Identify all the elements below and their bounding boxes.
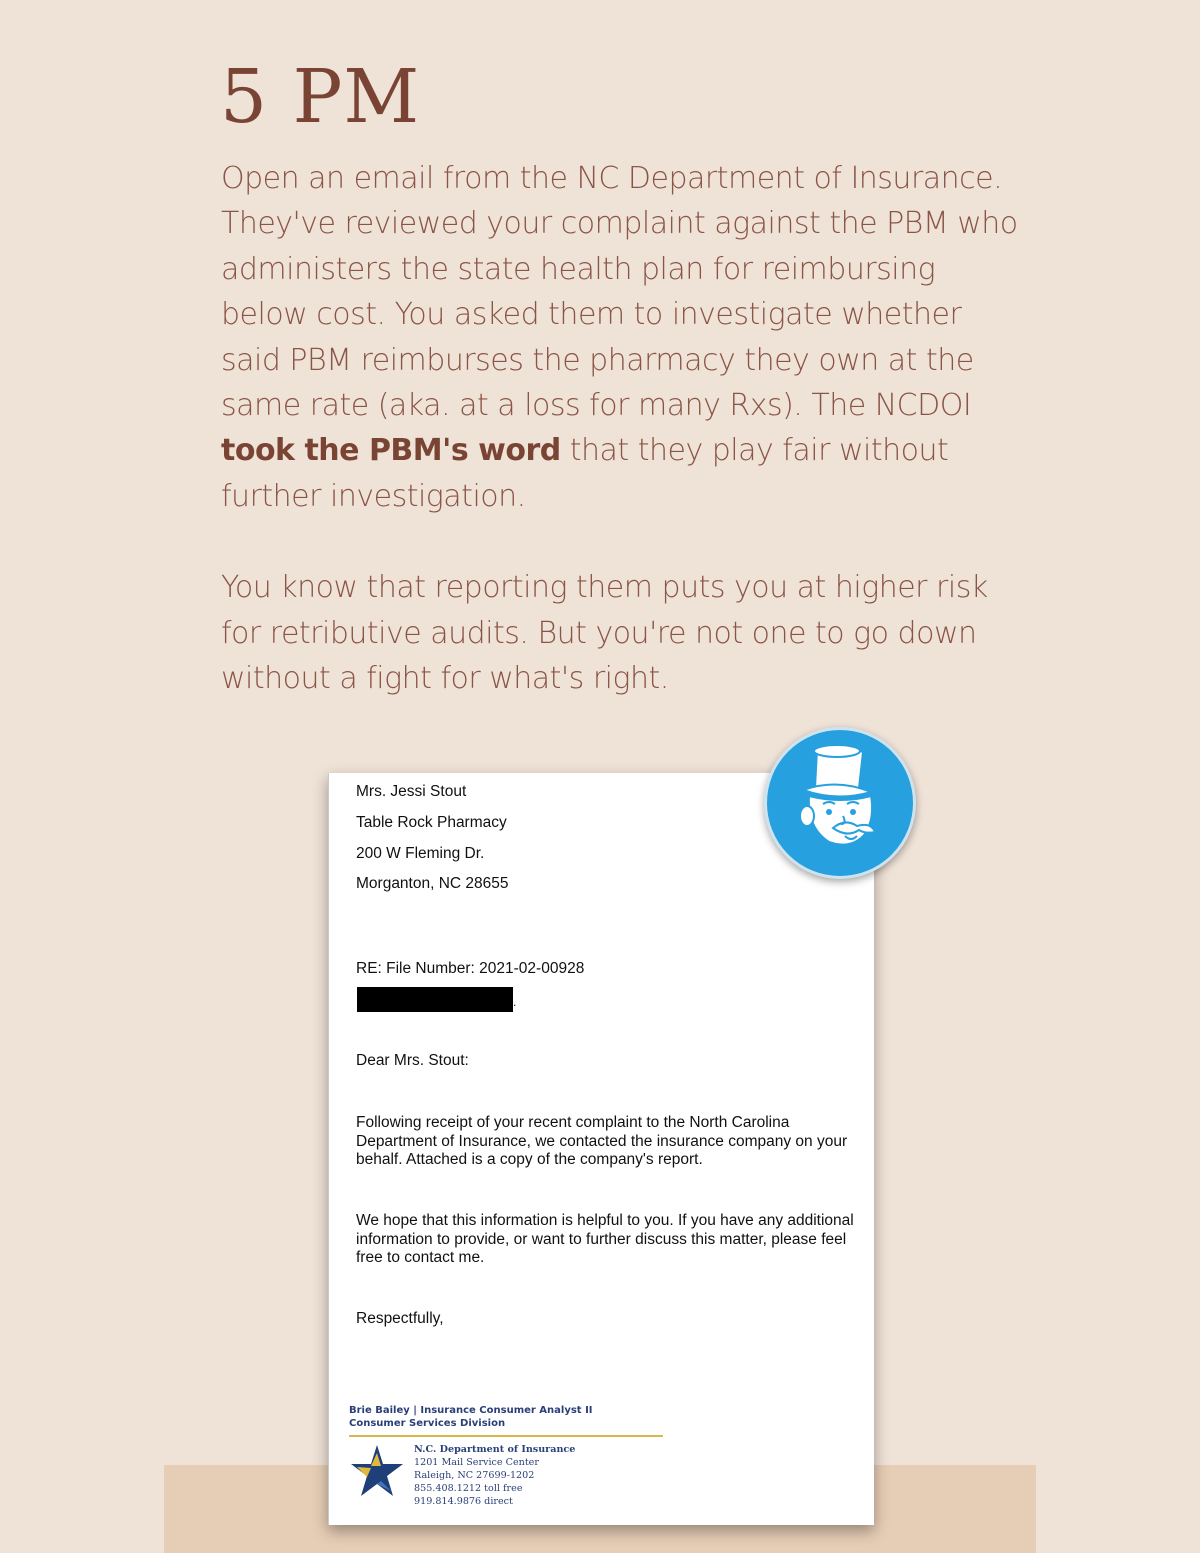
address-line: Morganton, NC 28655 (356, 875, 509, 893)
signature-division: Consumer Services Division (349, 1417, 506, 1429)
letter-paragraph-1: Following receipt of your recent complaint to the North Carolina Department of Insurance, we contacted the insurance company on your behalf. Attached is a copy of the company's report. (356, 1114, 848, 1169)
salutation: Dear Mrs. Stout: (356, 1052, 469, 1069)
story-paragraph-2: You know that reporting them puts you at higher risk for retributive audits. But you're not one to go down without a fight for what's right. (221, 570, 988, 697)
monopoly-man-icon (767, 730, 913, 876)
signature-name-title: Brie Bailey | Insurance Consumer Analyst II (349, 1405, 593, 1416)
signature-block (349, 1405, 593, 1430)
address-line: Mrs. Jessi Stout (356, 783, 467, 800)
story-text (221, 156, 1021, 701)
redaction-trailing: . (513, 995, 517, 1009)
department-city: Raleigh, NC 27699-1202 (414, 1470, 535, 1481)
story-paragraph-1: Open an email from the NC Department of Insurance. They've reviewed your complaint against the PBM who administers the state health plan for reimbursing below cost. You asked them to investigate whether said PBM reimburses the pharmacy they own at the same rate (aka. at a loss for many Rxs). The NCDOI took the PBM's word that they play fair without further investigation. (221, 161, 1018, 514)
emphasis-text: took the PBM's word (221, 433, 561, 469)
time-heading: 5 PM (220, 54, 421, 140)
department-direct: 919.814.9876 direct (414, 1496, 513, 1507)
department-contact (414, 1443, 575, 1508)
letter-paragraph-2: We hope that this information is helpful to you. If you have any additional information to provide, or want to further discuss this matter, please feel free to contact me. (356, 1212, 854, 1267)
department-name: N.C. Department of Insurance (414, 1444, 576, 1455)
closing: Respectfully, (356, 1310, 444, 1327)
star-logo-icon (349, 1443, 405, 1499)
department-tollfree: 855.408.1212 toll free (414, 1483, 523, 1494)
redaction-bar (357, 987, 513, 1012)
department-street: 1201 Mail Service Center (414, 1457, 539, 1468)
ncdoi-letter (328, 773, 874, 1525)
recipient-address (356, 777, 509, 900)
address-line: 200 W Fleming Dr. (356, 844, 485, 862)
signature-rule (349, 1435, 663, 1437)
file-number: RE: File Number: 2021-02-00928 (356, 960, 585, 977)
address-line: Table Rock Pharmacy (356, 813, 507, 831)
monopoly-man-badge (764, 727, 916, 879)
